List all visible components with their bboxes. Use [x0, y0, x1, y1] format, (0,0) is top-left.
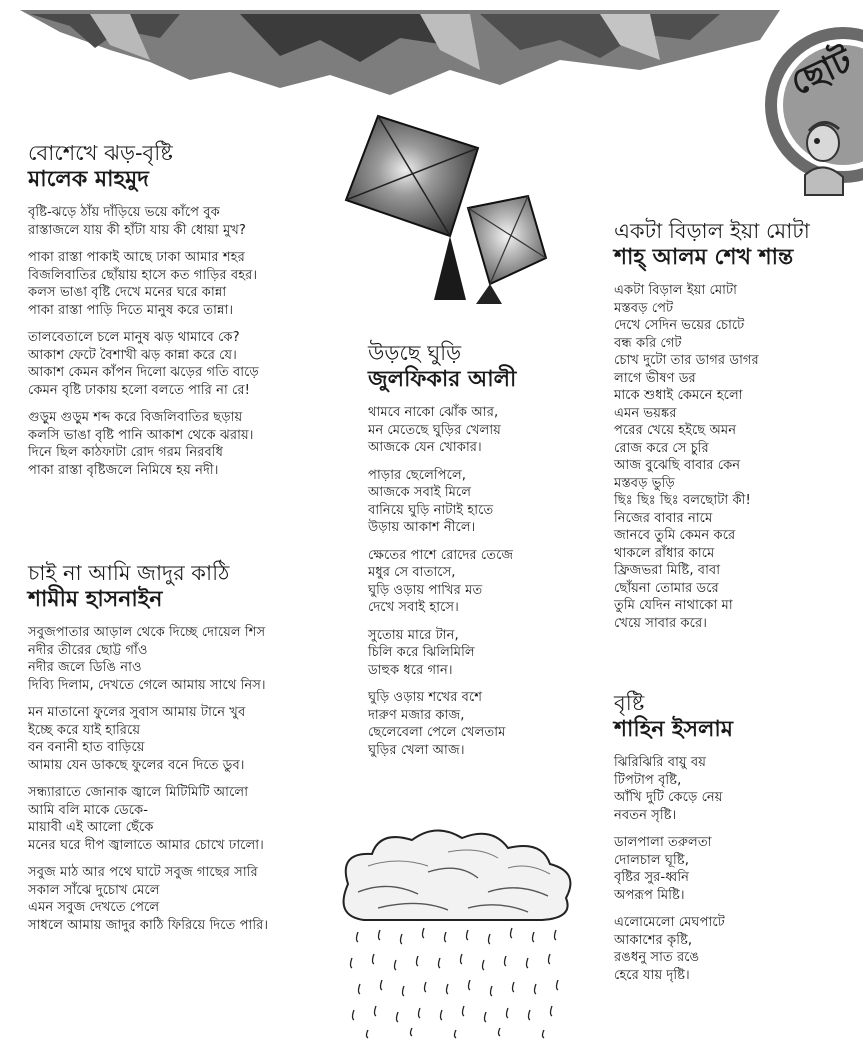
poem-author: শাহিন ইসলাম [614, 717, 734, 742]
poem-line: দিব্যি দিলাম, দেখতে গেলে আমায় সাথে নিস। [28, 677, 266, 693]
poem-line: চোখ দুটো তার ডাগর ডাগর [614, 353, 759, 368]
poem-line: গুড়ুম গুড়ুম শব্দ করে বিজলিবাতির ছড়ায় [28, 410, 243, 425]
banner-badge-text: ছোট [784, 40, 859, 104]
stanza [368, 627, 578, 680]
poem-line: ইচ্ছে করে যাই হারিয়ে [28, 722, 141, 738]
stanza [368, 467, 578, 537]
poem-line: দারুণ মজার কাজ, [368, 707, 465, 723]
poem-line: সবুজপাতার আড়াল থেকে দিচ্ছে দোয়েল শিস [28, 625, 266, 640]
poem-line: আমি বলি মাকে ডেকে- [28, 802, 149, 818]
poem-line: দিনে ছিল কাঠফাটা রোদ গরম নিরবধি [28, 445, 223, 460]
poem-line: ঝিরিঝিরি বায়ু বয় [614, 755, 706, 770]
poem-line: পাকা রাস্তা বৃষ্টিজলে নিমিষে হয় নদী। [28, 462, 219, 478]
poem-line: বানিয়ে ঘুড়ি নাটাই হাতে [368, 502, 494, 518]
poem-line: ঘুড়ির খেলা আজ। [368, 742, 465, 758]
poem-line: এমন ভয়ঙ্কর [614, 405, 677, 421]
kites-illustration [338, 108, 570, 308]
poem-line: সন্ধ্যারাতে জোনাক জ্বালে মিটিমিটি আলো [28, 785, 249, 800]
poem-line: মন মেতেছে ঘুড়ির খেলায় [368, 422, 501, 438]
poem-title: বৃষ্টি [614, 691, 645, 715]
poem-line: কেমন বৃষ্টি ঢাকায় হলো বলতে পারি না রে! [28, 382, 250, 398]
poem-line: রাস্তাজলে যায় কী হাঁটা যায় কী ধোয়া মুখ? [28, 222, 246, 238]
poem-line: রঙধনু সাত রঙে [614, 950, 700, 965]
poem-brishti [614, 690, 836, 994]
poem-title: উড়ছে ঘুড়ি [368, 341, 462, 365]
poem-line: আকাশ কেমন কাঁপন দিলো ঝড়ের গতি বাড়ে [28, 365, 259, 380]
header-banner-art [0, 0, 843, 120]
poem-line: নিজের বাবার নামে [614, 510, 713, 526]
poem-line: আজকে সবাই মিলে [368, 485, 472, 500]
poem-line: মায়াবী এই আলো ছেঁকে [28, 820, 154, 835]
poem-line: সুতোয় মারে টান, [368, 627, 459, 643]
poem-author: জুলফিকার আলী [368, 367, 517, 392]
poem-ekta-biral-iya-mota [614, 218, 836, 642]
poem-line: তালবেতালে চলে মানুষ ঝড় থামাবে কে? [28, 330, 240, 345]
poem-line: সকাল সাঁঝে দুচোখ মেলে [28, 882, 160, 898]
poem-chai-na-ami-jadur-kathi [28, 560, 328, 944]
poem-line: আমায় যেন ডাকছে ফুলের বনে দিতে ডুব। [28, 757, 245, 773]
stanza [28, 249, 318, 319]
poem-line: কলসি ভাঙা বৃষ্টি পানি আকাশ থেকে ঝরায়। [28, 427, 254, 443]
poem-line: এলোমেলো মেঘপাটে [614, 915, 725, 930]
stanza [614, 914, 836, 984]
poem-line: ছোঁয়না তোমার ডরে [614, 580, 719, 596]
poem-title: চাই না আমি জাদুর কাঠি [28, 561, 230, 585]
poem-line: নদীর জলে ডিঙি নাও [28, 660, 142, 675]
poem-line: পাকা রাস্তা পাকাই আছে ঢাকা আমার শহর [28, 250, 245, 265]
poem-urchhe-ghuri [368, 340, 578, 769]
poem-line: ডালপালা তরুলতা [614, 835, 712, 850]
poem-title: একটা বিড়াল ইয়া মোটা [614, 219, 810, 243]
poem-line: বৃষ্টির সুর-ধ্বনি [614, 870, 689, 885]
poem-line: ফ্রিজভরা মিষ্টি, বাবা [614, 563, 721, 578]
poem-line: নদীর তীরের ছোট্ট গাঁও [28, 642, 148, 658]
poem-line: কলস ভাঙা বৃষ্টি দেখে মনের ঘরে কান্না [28, 285, 227, 300]
poem-line: বন্ধ করি গেট [614, 335, 682, 351]
stanza [28, 784, 328, 854]
stanza [28, 704, 328, 774]
poem-line: খেয়ে সাবার করে। [614, 615, 707, 631]
poem-line: রোজ করে সে চুরি [614, 440, 709, 456]
poem-line: ছিঃ ছিঃ ছিঃ বলছোটা কী! [614, 493, 751, 508]
poem-line: পাড়ার ছেলেপিলে, [368, 467, 466, 483]
poem-line: টিপটাপ বৃষ্টি, [614, 772, 682, 788]
poem-line: হেরে যায় দৃষ্টি। [614, 967, 690, 983]
poem-line: একটা বিড়াল ইয়া মোটা [614, 283, 737, 298]
poem-author: শামীম হাসনাইন [28, 587, 163, 612]
poem-line: ডাহুক ধরে গান। [368, 662, 453, 678]
poem-line: মন মাতানো ফুলের সুবাস আমায় টানে খুব [28, 705, 246, 720]
poem-line: তুমি যেদিন নাথাকো মা [614, 598, 733, 613]
poem-line: মনের ঘরে দীপ জ্বালাতে আমার চোখে ঢালো। [28, 837, 264, 853]
poem-line: দেখে সবাই হাসে। [368, 600, 459, 615]
poem-line: মস্তবড় পেট [614, 300, 674, 316]
stanza [28, 409, 318, 479]
poem-line: মস্তবড় ভুড়ি [614, 475, 675, 491]
poem-author: মালেক মাহমুদ [28, 167, 149, 192]
poem-title: বোশেখে ঝড়-বৃষ্টি [28, 141, 173, 165]
child-illustration [795, 115, 843, 195]
poem-line: নবতন সৃষ্টি। [614, 807, 677, 823]
stanza [368, 547, 578, 617]
poem-line: মধুর সে বাতাসে, [368, 565, 456, 580]
poem-line: সাধলে আমায় জাদুর কাঠি ফিরিয়ে দিতে পারি। [28, 917, 269, 933]
stanza [28, 329, 318, 399]
poem-line: অপরূপ মিষ্টি। [614, 887, 685, 903]
poem-line: ক্ষেতের পাশে রোদের তেজে [368, 547, 514, 563]
poem-line: বৃষ্টি-ঝড়ে ঠাঁয় দাঁড়িয়ে ভয়ে কাঁপে বুক [28, 205, 220, 220]
poem-line: পাকা রাস্তা পাড়ি দিতে মানুষ করে তান্না। [28, 302, 234, 318]
poem-line: পরের খেয়ে হইছে অমন [614, 423, 737, 438]
poem-line: থাকলে রাঁধার কামে [614, 545, 715, 561]
stanza [614, 834, 836, 904]
poem-line: উড়ায় আকাশ নীলে। [368, 520, 476, 535]
stanza [28, 204, 318, 239]
poem-line: আকাশ ফেটে বৈশাখী ঝড় কান্না করে যে। [28, 347, 237, 363]
poem-line: আঁখি দুটি কেড়ে নেয় [614, 790, 723, 805]
poem-line: বন বনানী হাত বাড়িয়ে [28, 740, 145, 755]
poem-line: আকাশের কৃষ্টি, [614, 932, 693, 948]
poem-line: বিজলিবাতির ছোঁয়ায় হাসে কত গাড়ির বহর। [28, 267, 258, 283]
stanza [28, 864, 328, 934]
poem-line: মাকে শুধাই কেমনে হলো [614, 388, 743, 403]
poem-line: চিলি করে ঝিলিমিলি [368, 645, 475, 660]
stanza [614, 754, 836, 824]
poem-line: এমন সবুজ দেখতে পেলে [28, 900, 160, 915]
poem-boishakhe-jhor-brishti [28, 140, 318, 489]
poem-line: আজকে যেন খোকার। [368, 440, 482, 455]
poem-line: ঘুড়ি ওড়ায় পাখির মত [368, 582, 483, 598]
poem-line: দোলচাল ঘূষ্টি, [614, 852, 689, 868]
poem-line: থামবে নাকো ঝোঁক আর, [368, 405, 499, 420]
poem-line: লাগে ভীষণ ডর [614, 370, 696, 386]
poem-line: জানবে তুমি কেমন করে [614, 528, 736, 543]
poem-line: আজ বুঝেছি বাবার কেন [614, 458, 741, 473]
rain-cloud-illustration [328, 822, 586, 1044]
poem-line: ছেলেবেলা পেলে খেলতাম [368, 725, 506, 740]
poem-line: ঘুড়ি ওড়ায় শখের বশে [368, 690, 483, 705]
stanza [368, 404, 578, 457]
poem-author: শাহ্ আলম শেখ শান্ত [614, 245, 794, 270]
stanza [614, 282, 836, 632]
poem-line: দেখে সেদিন ভয়ের চোটে [614, 318, 745, 333]
stanza [28, 624, 328, 694]
stanza [368, 689, 578, 759]
poem-line: সবুজ মাঠ আর পথে ঘাটে সবুজ গাছের সারি [28, 865, 258, 880]
